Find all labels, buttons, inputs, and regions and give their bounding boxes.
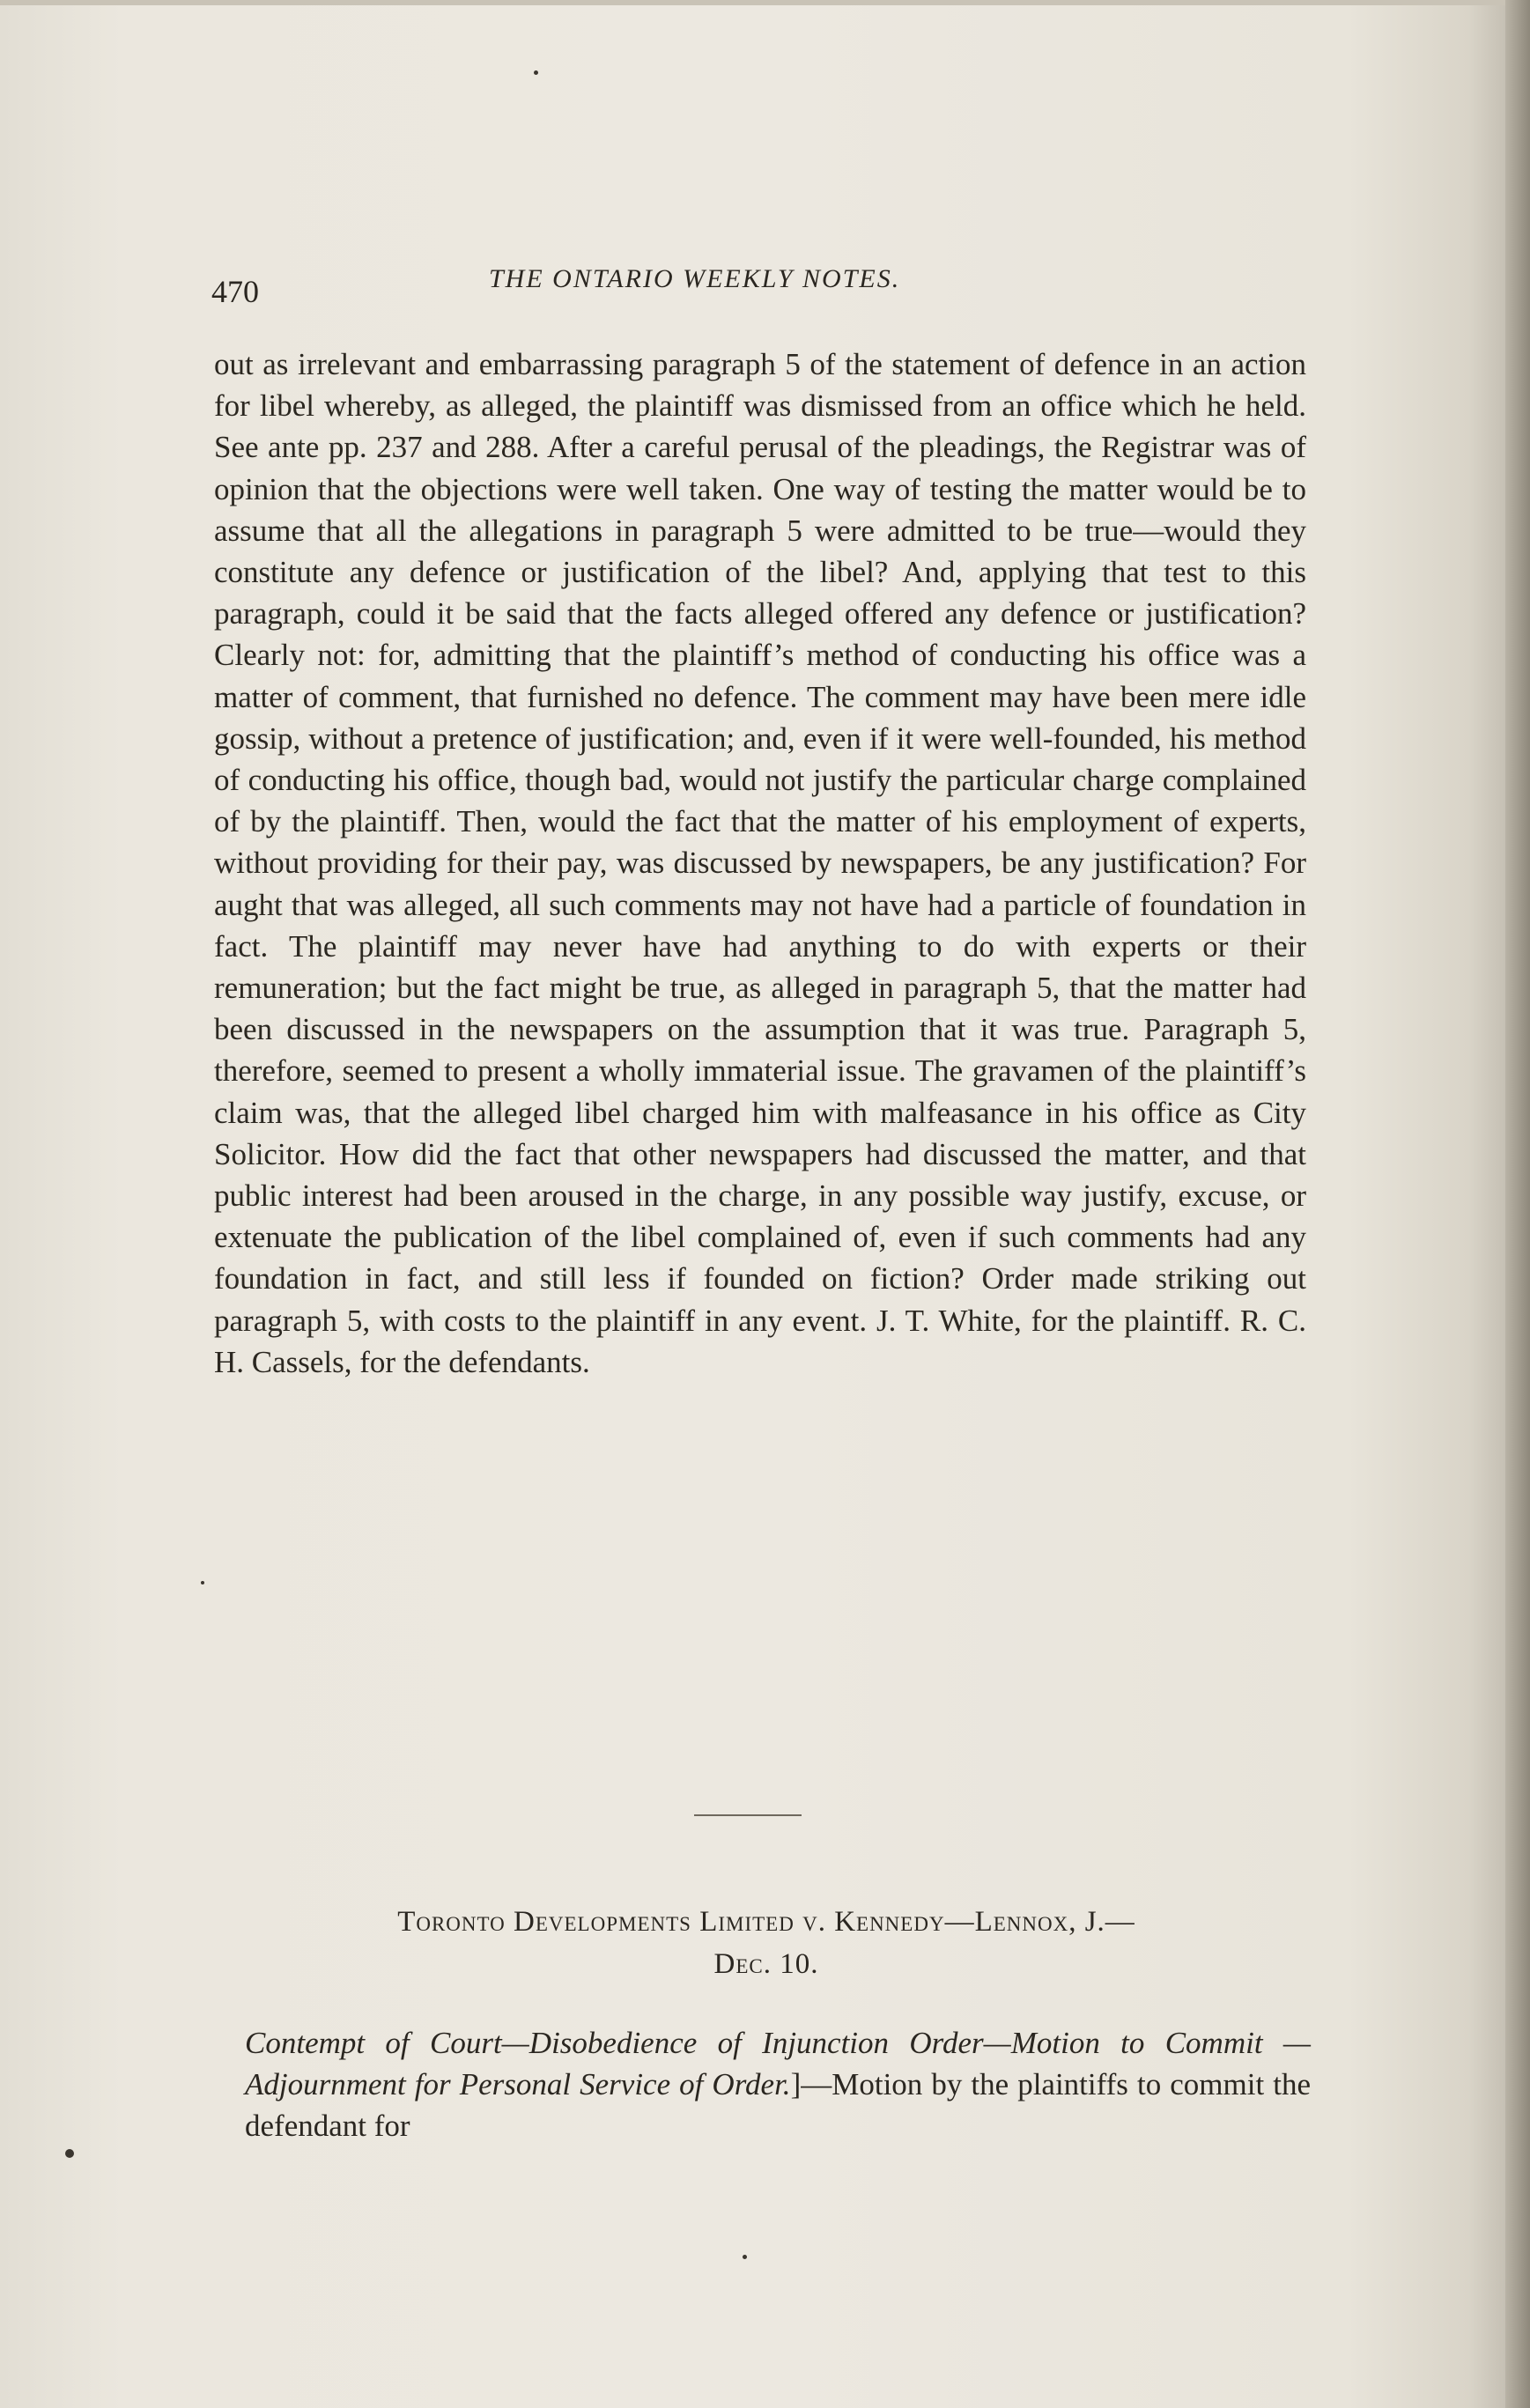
page-top-edge	[0, 0, 1530, 5]
headnote-text: ]—Motion by the plaintiffs to commit the defendant for	[245, 2067, 1311, 2143]
catchwords: Contempt of Court—Disobedience of Injunction Order—Motion to Commit — Adjournment for Personal Service of Order.	[245, 2026, 1311, 2101]
ink-speck	[534, 70, 538, 75]
case-heading	[211, 1901, 1321, 1985]
running-head	[211, 262, 1321, 307]
book-spine-shadow	[1505, 0, 1530, 2408]
case-title: Toronto Developments Limited v. Kennedy—Lennox, J.—	[397, 1906, 1135, 1938]
section-divider	[694, 1814, 802, 1816]
ink-speck	[65, 2149, 74, 2158]
ink-speck	[201, 1581, 204, 1584]
case-date: Dec. 10.	[713, 1948, 819, 1980]
page-number: 470	[211, 274, 259, 309]
ink-speck	[743, 2255, 747, 2259]
body-paragraph: out as irrelevant and embarrassing paragraph 5 of the statement of defence in an action for libel whereby, as alleged, the plaintiff was dismissed from an office which he held. See ante pp. 237 and 288. After a careful perusal of the pleadings, the Registrar was of opinion that the objections were well taken. One way of testing the matter would be to assume that all the allegations in paragraph 5 were admitted to be true—would they constitute any defence or justification of the libel? And, applying that test to this paragraph, could it be said that the facts alleged offered any defence or justification? Clearly not: for, admitting that the plaintiff’s method of conducting his office was a matter of comment, that furnished no defence. The comment may have been mere idle gossip, without a pretence of justification; and, even if it were well-founded, his method of conducting his office, though bad, would not justify the particular charge complained of by the plaintiff. Then, would the fact that the matter of his employment of experts, without providing for their pay, was discussed by newspapers, be any justification? For aught that was alleged, all such comments may not have had a particle of foundation in fact. The plaintiff may never have had anything to do with experts or their remuneration; but the fact might be true, as alleged in paragraph 5, that the matter had been discussed in the newspapers on the assumption that it was true. Paragraph 5, therefore, seemed to present a wholly immaterial issue. The gravamen of the plaintiff’s claim was, that the alleged libel charged him with malfeasance in his office as City Solicitor. How did the fact that other newspapers had discussed the matter, and that public interest had been aroused in the charge, in any possible way justify, excuse, or extenuate the publication of the libel complained of, even if such comments had any foundation in fact, and still less if founded on fiction? Order made striking out paragraph 5, with costs to the plaintiff in any event. J. T. White, for the plaintiff. R. C. H. Cassels, for the defendants.	[214, 347, 1306, 1379]
journal-title: THE ONTARIO WEEKLY NOTES.	[489, 264, 901, 293]
case-headnote	[245, 2022, 1311, 2146]
